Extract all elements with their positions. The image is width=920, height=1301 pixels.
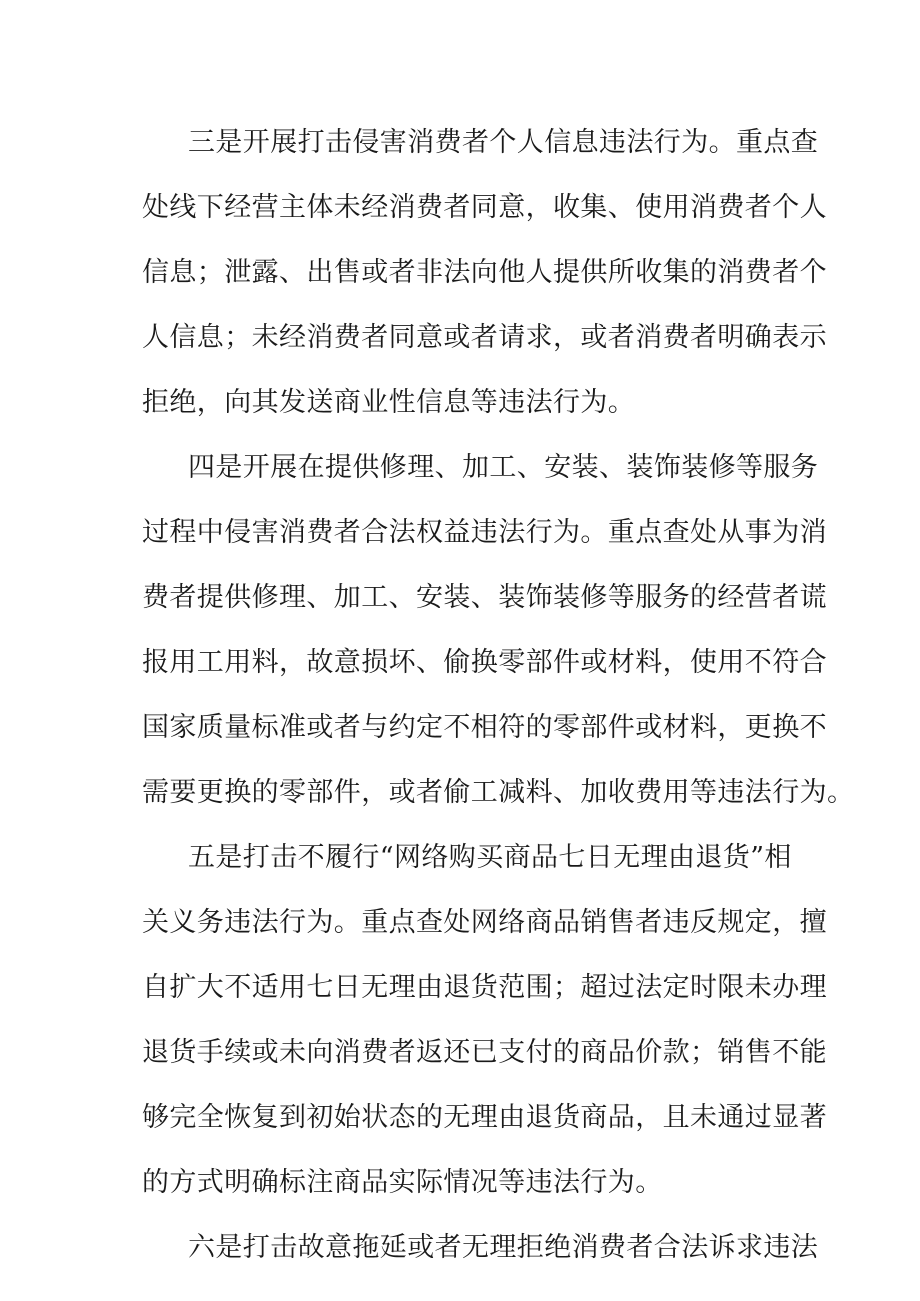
paragraph-4-line-4: 报用工用料，故意损坏、偷换零部件或材料，使用不符合 [142, 647, 827, 678]
paragraph-4-line-3: 费者提供修理、加工、安装、装饰装修等服务的经营者谎 [142, 582, 827, 613]
paragraph-5-line-2: 关义务违法行为。重点查处网络商品销售者违反规定，擅 [142, 907, 827, 938]
paragraph-4-line-5: 国家质量标准或者与约定不相符的零部件或材料，更换不 [142, 712, 827, 743]
paragraph-4-line-1: 四是开展在提供修理、加工、安装、装饰装修等服务 [188, 452, 819, 483]
paragraph-5-line-5: 够完全恢复到初始状态的无理由退货商品，且未通过显著 [142, 1102, 827, 1133]
paragraph-4-line-6: 需要更换的零部件，或者偷工减料、加收费用等违法行为。 [142, 777, 855, 808]
paragraph-3-line-3: 信息；泄露、出售或者非法向他人提供所收集的消费者个 [142, 257, 827, 288]
paragraph-5-line-4: 退货手续或未向消费者返还已支付的商品价款；销售不能 [142, 1037, 827, 1068]
paragraph-3-line-5: 拒绝，向其发送商业性信息等违法行为。 [142, 387, 636, 418]
paragraph-5-line-3: 自扩大不适用七日无理由退货范围；超过法定时限未办理 [142, 972, 827, 1003]
paragraph-6-line-1: 六是打击故意拖延或者无理拒绝消费者合法诉求违法 [188, 1232, 819, 1263]
paragraph-3-line-1: 三是开展打击侵害消费者个人信息违法行为。重点查 [188, 127, 819, 158]
paragraph-3-line-4: 人信息；未经消费者同意或者请求，或者消费者明确表示 [142, 322, 827, 353]
paragraph-3-line-2: 处线下经营主体未经消费者同意，收集、使用消费者个人 [142, 192, 827, 223]
paragraph-4-line-2: 过程中侵害消费者合法权益违法行为。重点查处从事为消 [142, 517, 827, 548]
paragraph-5-line-1: 五是打击不履行“网络购买商品七日无理由退货”相 [188, 842, 792, 873]
paragraph-5-line-6: 的方式明确标注商品实际情况等违法行为。 [142, 1167, 663, 1198]
